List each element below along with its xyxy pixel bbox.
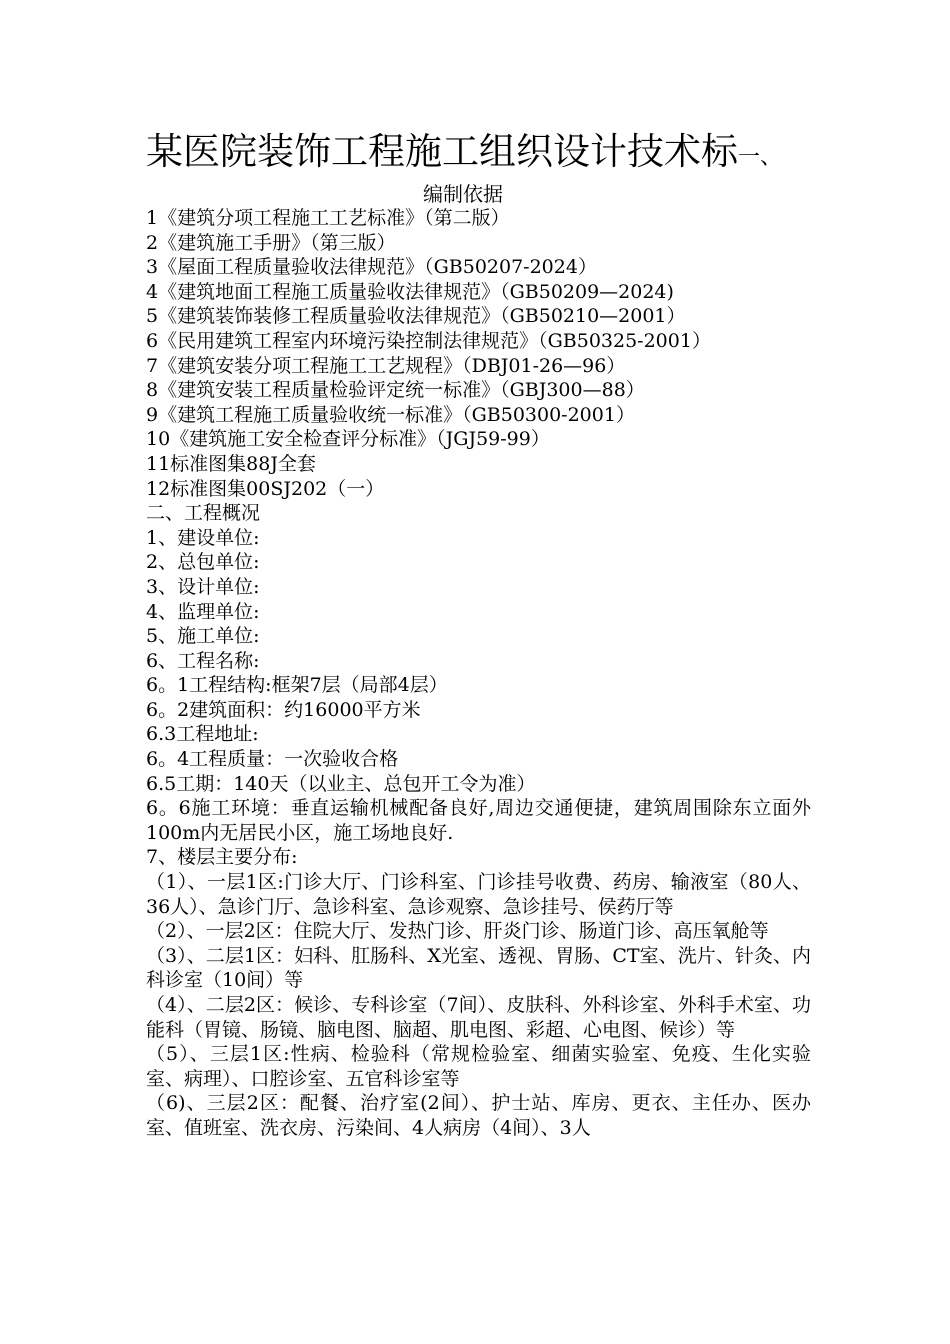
basis-item: 6《民用建筑工程室内环境污染控制法律规范》（GB50325-2001） (146, 329, 711, 352)
overview-heading: 二、工程概况 (146, 502, 261, 525)
overview-item: 6.3工程地址: (146, 723, 259, 746)
basis-item: 5《建筑装饰装修工程质量验收法律规范》（GB50210—2001） (146, 305, 686, 328)
overview-item: 5、施工单位: (146, 625, 260, 648)
overview-item: 6。1工程结构:框架7层（局部4层） (146, 674, 448, 697)
floor-item: （5）、三层1区:性病、检验科（常规检验室、细菌实验室、免疫、生化实验室、病理）、口腔诊室、五官科诊室等 (146, 1043, 811, 1090)
basis-item: 7《建筑安装分项工程施工工艺规程》（DBJ01-26—96） (146, 354, 626, 377)
floor-item: （6)、三层2区：配餐、治疗室(2间）、护士站、库房、更衣、主任办、医办室、值班室、洗衣房、污染间、4人病房（4间）、3人 (146, 1092, 811, 1139)
title-text: 某医院装饰工程施工组织设计技术标 (146, 130, 738, 173)
basis-item: 1《建筑分项工程施工工艺标准》（第二版） (146, 207, 510, 229)
floor-item: （3）、二层1区：妇科、肛肠科、X光室、透视、胃肠、CT室、洗片、针灸、内科诊室（10间）等 (146, 944, 811, 992)
overview-item: 3、设计单位: (146, 575, 260, 598)
overview-item: 6。2建筑面积：约16000平方米 (146, 698, 421, 721)
environment-paragraph: 6。6施工环境：垂直运输机械配备良好,周边交通便捷，建筑周围除东立面外100m内无居民小区，施工场地良好. (146, 797, 811, 844)
basis-item: 9《建筑工程施工质量验收统一标准》（GB50300-2001） (146, 403, 635, 426)
floors-list (146, 870, 836, 1141)
basis-item: 10《建筑施工安全检查评分标准》（JGJ59-99） (146, 428, 550, 451)
overview-item: 6、工程名称: (146, 649, 260, 672)
floor-item: （4）、二层2区：候诊、专科诊室（7间）、皮肤科、外科诊室、外科手术室、功能科（胃镜、肠镜、脑电图、脑超、肌电图、彩超、心电图、候诊）等 (146, 994, 811, 1041)
overview-item: 6.5工期：140天（以业主、总包开工令为准） (146, 772, 536, 795)
basis-item: 11标准图集88J全套 (146, 452, 316, 475)
document-title (146, 128, 836, 182)
overview-list (146, 501, 836, 796)
floor-item: （2）、一层2区：住院大厅、发热门诊、肝炎门诊、肠道门诊、高压氧舱等 (146, 920, 769, 943)
overview-item: 1、建设单位: (146, 526, 260, 549)
basis-item: 2《建筑施工手册》（第三版） (146, 231, 396, 254)
overview-item: 4、监理单位: (146, 600, 260, 623)
section-heading-basis: 编制依据 (423, 182, 503, 206)
basis-list (146, 206, 836, 501)
overview-item: 6。4工程质量：一次验收合格 (146, 748, 399, 771)
basis-item: 4《建筑地面工程施工质量验收法律规范》（GB50209—2024) (146, 280, 674, 303)
document-page (146, 128, 836, 1141)
basis-item: 8《建筑安装工程质量检验评定统一标准》（GBJ300—88） (146, 379, 645, 402)
basis-item: 3《屋面工程质量验收法律规范》（GB50207-2024） (146, 256, 597, 279)
title-section-number: 一、 (738, 145, 783, 170)
basis-item: 12标准图集00SJ202（一） (146, 477, 385, 500)
floors-heading: 7、楼层主要分布: (146, 846, 298, 869)
floor-item: （1）、一层1区:门诊大厅、门诊科室、门诊挂号收费、药房、输液室（80人、36人）、急诊门厅、急诊科室、急诊观察、急诊挂号、侯药厅等 (146, 871, 811, 918)
overview-item: 2、总包单位: (146, 551, 260, 574)
